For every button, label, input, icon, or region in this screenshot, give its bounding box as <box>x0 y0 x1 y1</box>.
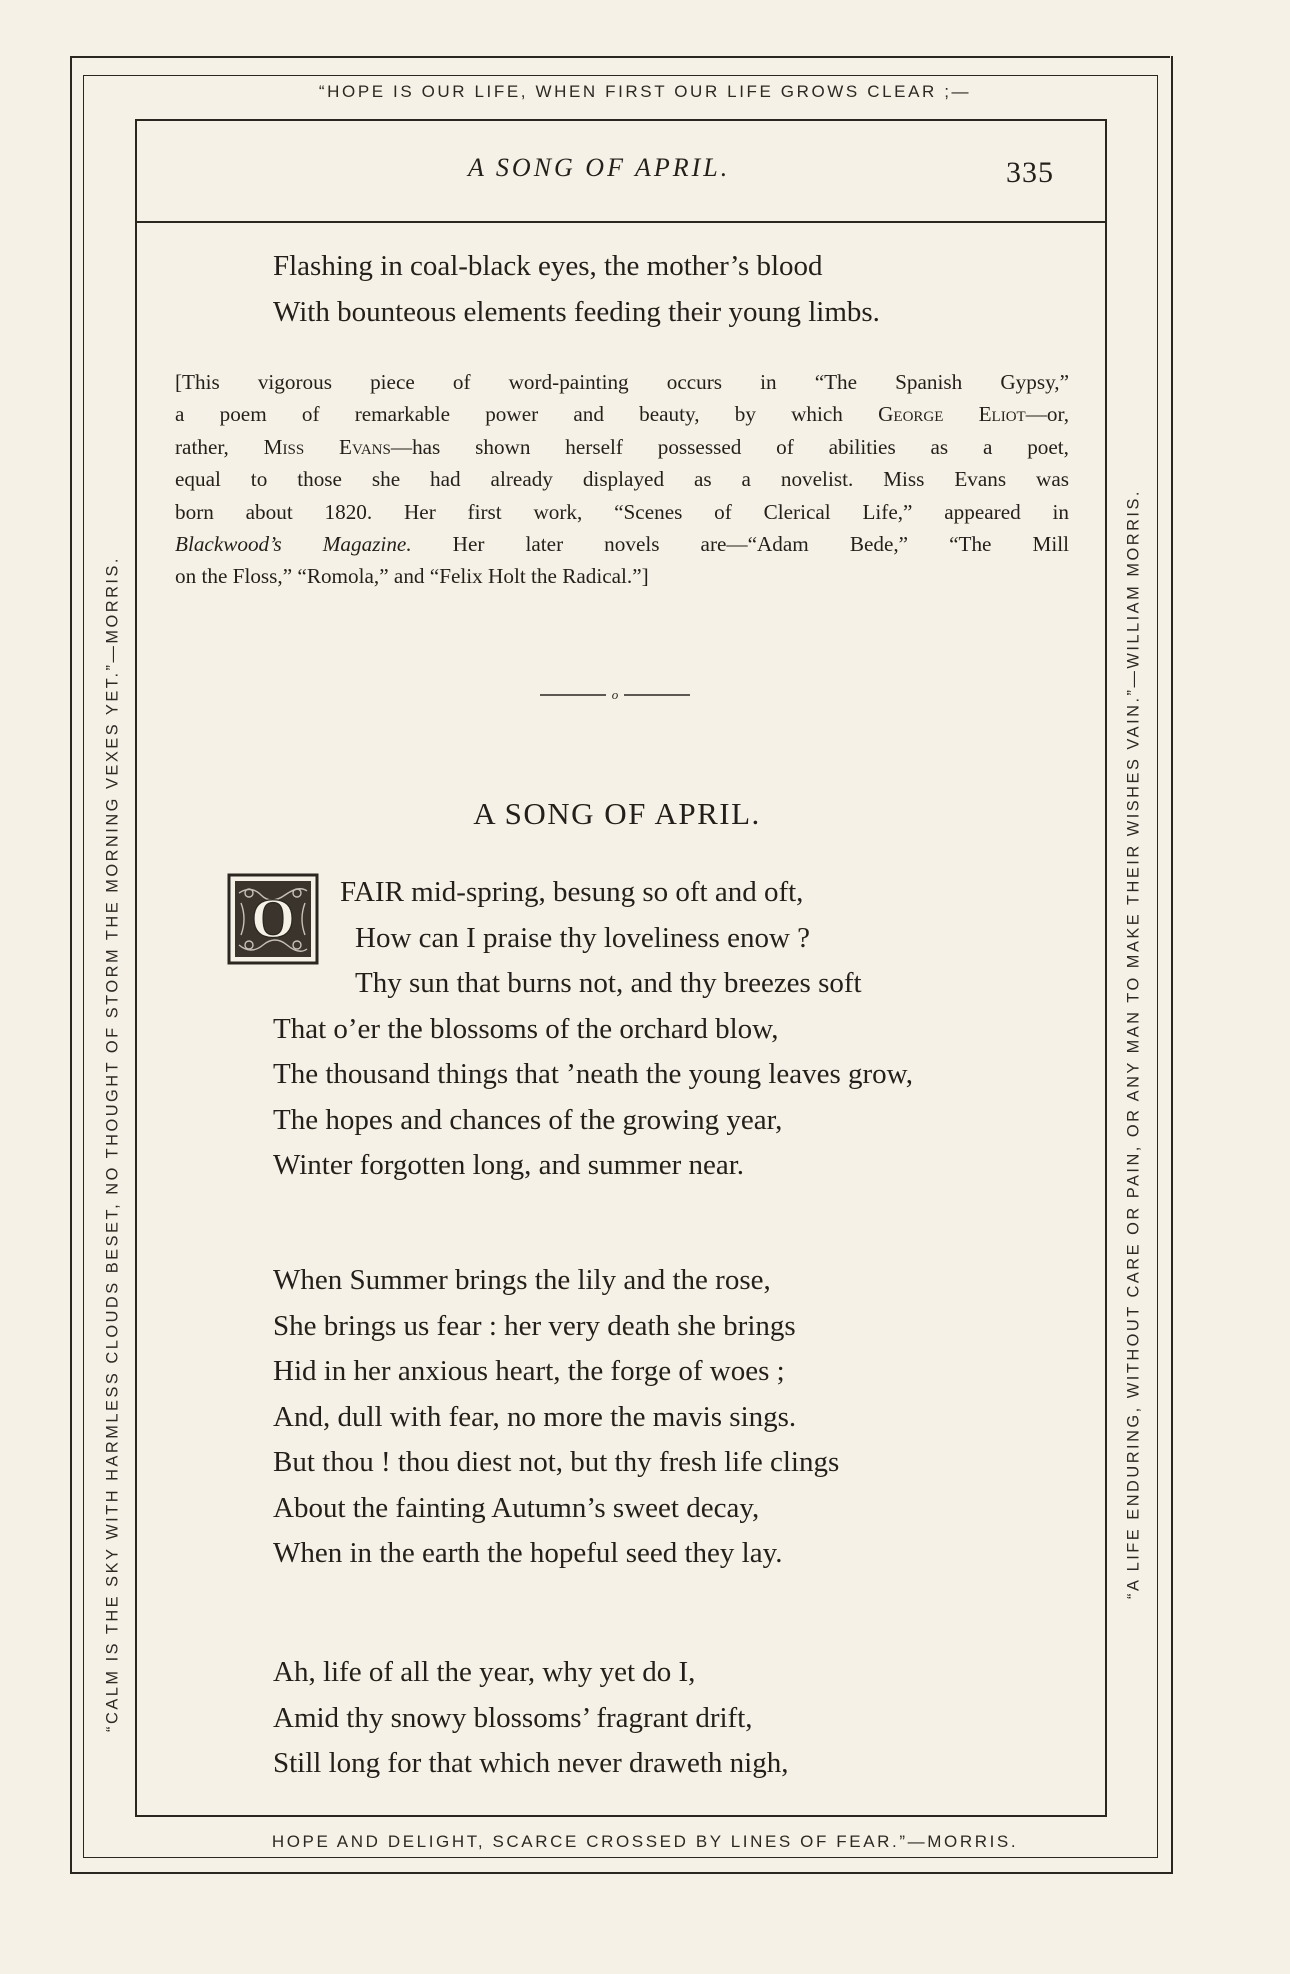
right-border-motto: “A LIFE ENDURING, WITHOUT CARE OR PAIN, OR ANY MAN TO MAKE THEIR WISHES VAIN.”—WILLIAM MORRIS. <box>1124 489 1143 1599</box>
drop-cap-letter: O <box>251 888 295 950</box>
inner-box-bottom-rule <box>135 1815 1107 1817</box>
outer-frame-bottom-rule <box>70 1872 1173 1874</box>
author-name: George Eliot <box>878 402 1026 427</box>
verse-line: But thou ! thou diest not, but thy fresh life clings <box>273 1446 840 1478</box>
stanza-3 <box>273 1650 1073 1787</box>
running-title: A SONG OF APRIL. <box>468 153 731 182</box>
verse-line: When in the earth the hopeful seed they lay. <box>273 1537 783 1569</box>
stanza-1 <box>273 870 1073 1189</box>
verse-line: That o’er the blossoms of the orchard blow, <box>273 1012 779 1045</box>
poem-title: A SONG OF APRIL. <box>473 796 761 831</box>
verse-line: And, dull with fear, no more the mavis sings. <box>273 1400 797 1433</box>
verse-line: Ah, life of all the year, why yet do I, <box>273 1656 696 1688</box>
verse-line: She brings us fear : her very death she brings <box>273 1309 796 1342</box>
outer-frame-right-rule <box>1157 75 1158 1858</box>
inner-box-right-rule <box>1105 119 1107 1817</box>
verse-line: When Summer brings the lily and the rose, <box>273 1264 771 1296</box>
verse-line: Amid thy snowy blossoms’ fragrant drift, <box>273 1701 753 1734</box>
page-number: 335 <box>1006 156 1054 189</box>
verse-line: The hopes and chances of the growing year, <box>273 1103 783 1136</box>
verse-line: How can I praise thy loveliness enow ? <box>355 921 811 954</box>
inner-box-left-rule <box>135 119 137 1817</box>
header-rule <box>135 221 1107 223</box>
verse-line: Hid in her anxious heart, the forge of woes ; <box>273 1355 785 1387</box>
verse-line: Thy sun that burns not, and thy breezes soft <box>355 967 862 999</box>
note-line: rather, Miss Evans—has shown herself possessed of abilities as a poet, <box>175 434 1069 459</box>
top-border-motto: “HOPE IS OUR LIFE, WHEN FIRST OUR LIFE GROWS CLEAR ;— <box>318 82 972 101</box>
outer-frame-bottom-rule-inner <box>83 1857 1158 1858</box>
bottom-border-motto: HOPE AND DELIGHT, SCARCE CROSSED BY LINES OF FEAR.”—MORRIS. <box>271 1832 1019 1851</box>
verse-line: FAIR mid-spring, besung so oft and oft, <box>340 876 804 908</box>
outer-frame-top-rule <box>70 56 1170 58</box>
divider-rule-icon <box>540 688 690 702</box>
verse-line: About the fainting Autumn’s sweet decay, <box>273 1491 760 1524</box>
verse-line: With bounteous elements feeding their young limbs. <box>273 295 880 328</box>
verse-line: Flashing in coal-black eyes, the mother’s blood <box>273 250 823 282</box>
outer-frame-left-rule-inner <box>83 75 84 1858</box>
magazine-title: Blackwood’s Magazine. <box>175 532 412 557</box>
note-line: [This vigorous piece of word-painting occurs in “The Spanish Gypsy,” <box>175 370 1069 394</box>
section-divider <box>540 688 690 702</box>
opening-lines <box>273 244 1073 335</box>
note-line: equal to those she had already displayed as a novelist. Miss Evans was <box>175 467 1069 492</box>
verse-line: The thousand things that ’neath the young leaves grow, <box>273 1058 913 1090</box>
verse-line: Winter forgotten long, and summer near. <box>273 1149 745 1181</box>
outer-frame-left-rule <box>70 56 72 1874</box>
inner-box-top-rule <box>135 119 1107 121</box>
stanza-2 <box>273 1258 1073 1577</box>
editorial-note <box>175 366 1069 593</box>
divider-mark: o <box>611 688 619 702</box>
outer-frame-right-rule-outer <box>1171 56 1173 1874</box>
note-line: born about 1820. Her first work, “Scenes of Clerical Life,” appeared in <box>175 499 1069 524</box>
left-border-motto: “CALM IS THE SKY WITH HARMLESS CLOUDS BESET, NO THOUGHT OF STORM THE MORNING VEXES YET.”—MORRIS. <box>103 556 122 1732</box>
verse-line: Still long for that which never draweth nigh, <box>273 1747 789 1779</box>
outer-frame-top-rule-inner <box>83 75 1158 76</box>
note-line: Blackwood’s Magazine. Her later novels are—“Adam Bede,” “The Mill <box>175 532 1069 557</box>
author-name: Miss Evans <box>263 434 391 459</box>
note-line: a poem of remarkable power and beauty, by which George Eliot—or, <box>175 402 1069 427</box>
note-line: on the Floss,” “Romola,” and “Felix Holt the Radical.”] <box>175 564 649 589</box>
